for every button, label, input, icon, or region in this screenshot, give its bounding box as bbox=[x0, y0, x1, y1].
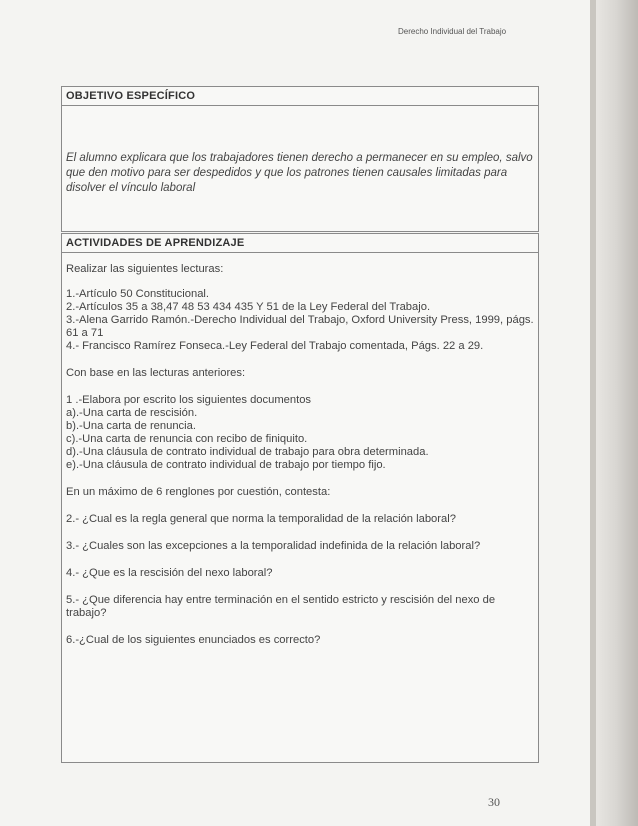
reading-item: 3.-Alena Garrido Ramón.-Derecho Individual del Trabajo, Oxford University Press, 1999, págs. 61 a 71 bbox=[66, 314, 534, 339]
page-number: 30 bbox=[488, 795, 500, 809]
document-item: d).-Una cláusula de contrato individual de trabajo para obra determinada. bbox=[66, 446, 429, 458]
page-edge bbox=[590, 0, 638, 826]
reading-item: 2.-Artículos 35 a 38,47 48 53 434 435 Y 51 de la Ley Federal del Trabajo. bbox=[66, 301, 431, 313]
question-item: 2.- ¿Cual es la regla general que norma la temporalidad de la relación laboral? bbox=[66, 513, 456, 525]
document-item: a).-Una carta de rescisión. bbox=[66, 407, 198, 419]
objetivo-text: El alumno explicara que los trabajadores tienen derecho a permanecer en su empleo, salvo que den motivo para ser despedidos y que los patrones tienen causales limitadas para disolver el vínculo laboral bbox=[66, 152, 533, 194]
actividades-body bbox=[62, 253, 538, 647]
base-text: Con base en las lecturas anteriores: bbox=[66, 367, 246, 379]
task-intro: 1 .-Elabora por escrito los siguientes documentos bbox=[66, 394, 312, 406]
reading-item: 4.- Francisco Ramírez Fonseca.-Ley Federal del Trabajo comentada, Págs. 22 a 29. bbox=[66, 340, 484, 352]
document-item: b).-Una carta de renuncia. bbox=[66, 420, 196, 432]
actividades-heading: ACTIVIDADES DE APRENDIZAJE bbox=[62, 234, 538, 253]
document-item: e).-Una cláusula de contrato individual de trabajo por tiempo fijo. bbox=[66, 459, 386, 471]
running-header: Derecho Individual del Trabajo bbox=[398, 27, 507, 36]
question-item: 3.- ¿Cuales son las excepciones a la temporalidad indefinida de la relación laboral? bbox=[66, 540, 481, 552]
question-item: 4.- ¿Que es la rescisión del nexo laboral? bbox=[66, 567, 273, 579]
question-item: 5.- ¿Que diferencia hay entre terminación en el sentido estricto y rescisión del nexo de trabajo? bbox=[66, 594, 496, 619]
question-item: 6.-¿Cual de los siguientes enunciados es correcto? bbox=[66, 634, 321, 646]
objetivo-heading: OBJETIVO ESPECÍFICO bbox=[62, 87, 538, 106]
answer-instruction: En un máximo de 6 renglones por cuestión, contesta: bbox=[66, 486, 331, 498]
objetivo-box bbox=[61, 86, 539, 232]
document-item: c).-Una carta de renuncia con recibo de finiquito. bbox=[66, 433, 308, 445]
actividades-box bbox=[61, 233, 539, 763]
readings-intro: Realizar las siguientes lecturas: bbox=[66, 263, 224, 275]
reading-item: 1.-Artículo 50 Constitucional. bbox=[66, 288, 210, 300]
